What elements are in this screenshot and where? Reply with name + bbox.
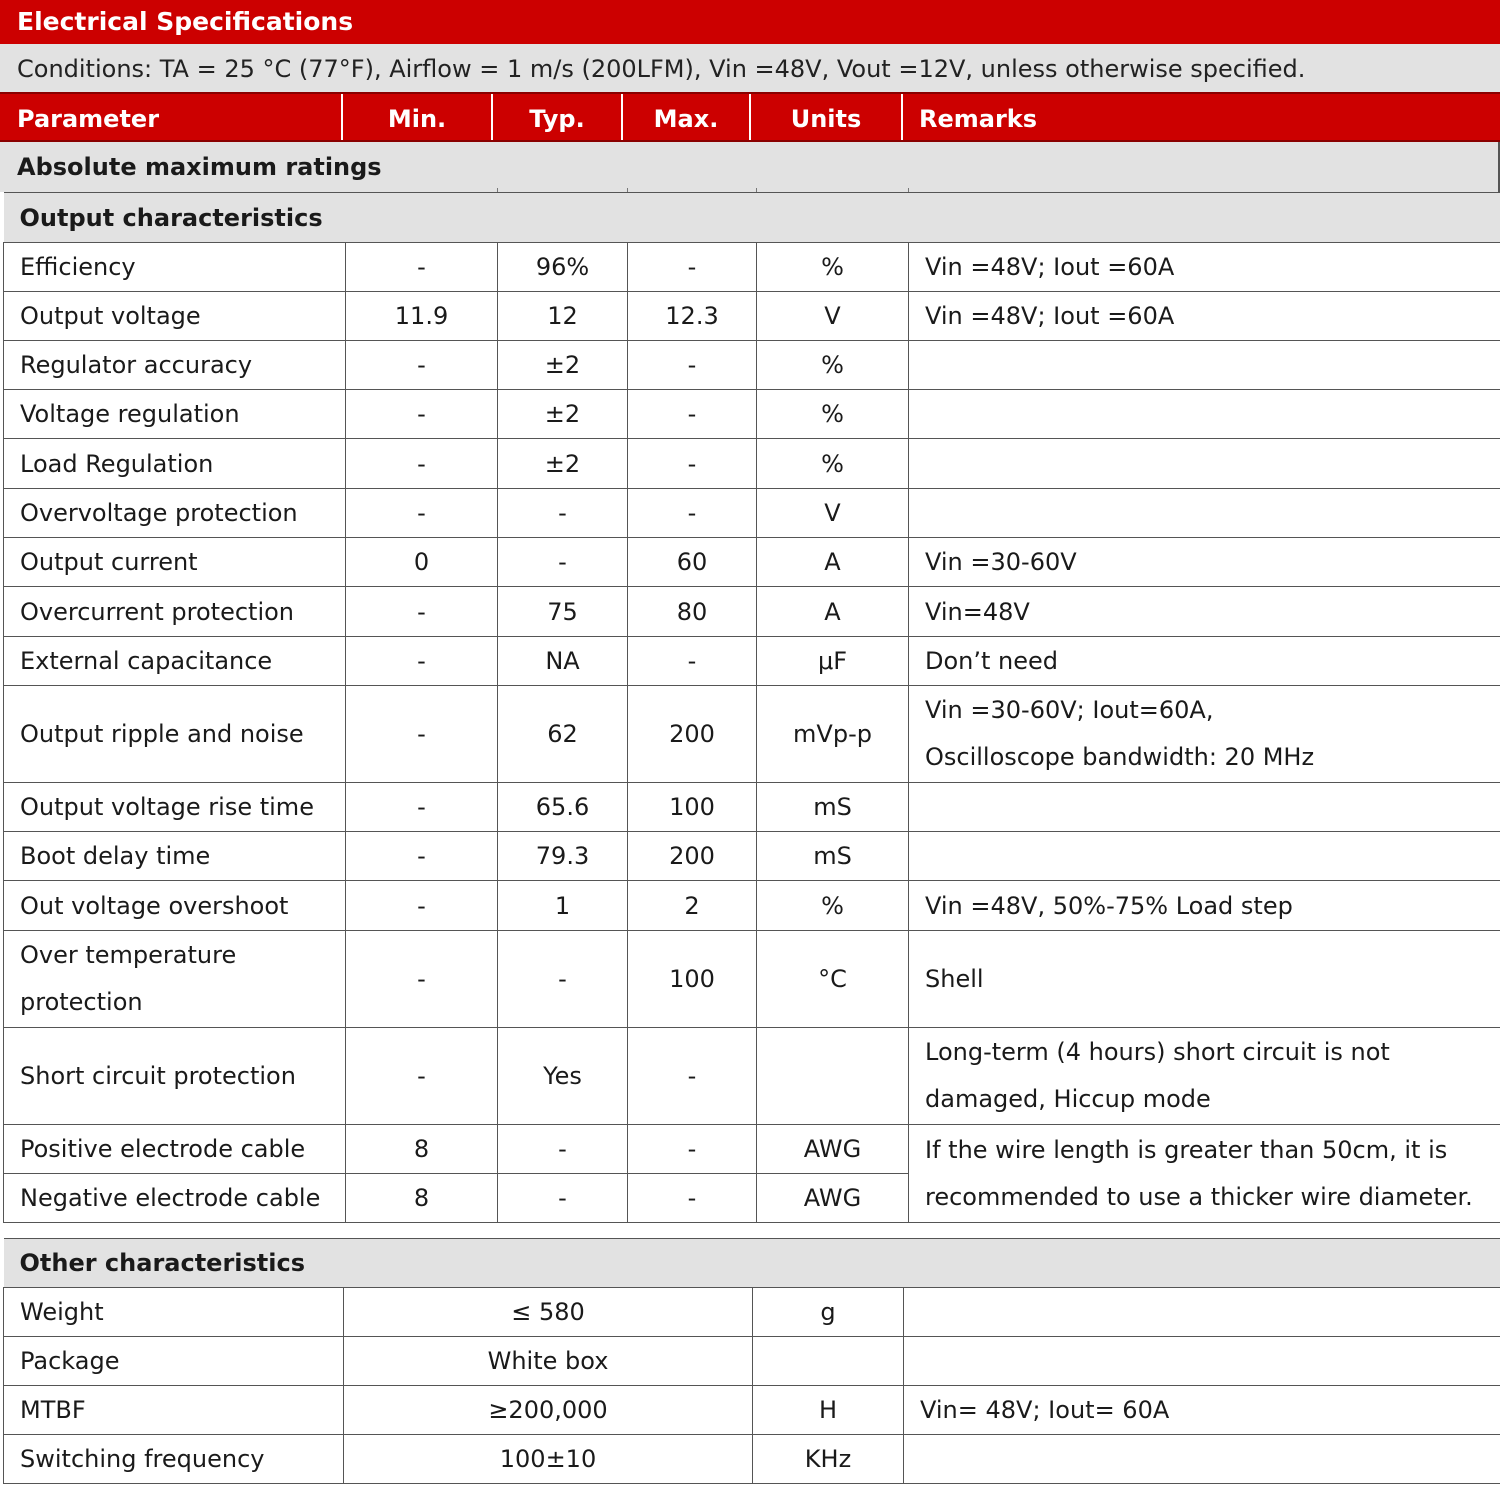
typ-cell: 1 [498,881,628,931]
param-cell: Overvoltage protection [4,489,346,538]
table-row [4,1125,1500,1174]
table-row [4,439,1500,489]
units-cell: °C [757,931,909,1028]
table-row [4,832,1500,881]
typ-cell: ±2 [498,341,628,390]
min-cell: 8 [346,1125,498,1174]
units-cell: A [757,538,909,587]
table-row [4,881,1500,931]
table-row [4,341,1500,390]
max-cell: - [628,1125,757,1174]
units-cell: V [757,489,909,538]
param-cell: Output current [4,538,346,587]
units-cell: V [757,292,909,341]
typ-cell: - [498,1174,628,1223]
remarks-cell: Don’t need [909,637,1500,686]
line-2: protection [20,988,143,1016]
max-cell: 100 [628,783,757,832]
remarks-cell: Vin =30-60V [909,538,1500,587]
other-characteristics-table [3,1238,1500,1484]
units-cell: % [757,439,909,489]
param-cell: Output voltage rise time [4,783,346,832]
table-row [4,292,1500,341]
table-row [4,686,1500,783]
min-cell: - [346,881,498,931]
remarks-cell: Shell [909,931,1500,1028]
param-cell: Boot delay time [4,832,346,881]
remarks-cell: Vin=48V [909,587,1500,637]
min-cell: - [346,341,498,390]
units-cell: g [753,1288,904,1337]
table-row [4,538,1500,587]
value-cell: ≤ 580 [344,1288,753,1337]
typ-cell: - [498,1125,628,1174]
typ-cell: - [498,931,628,1028]
units-cell: H [753,1386,904,1435]
remarks-cell: Vin =48V, 50%-75% Load step [909,881,1500,931]
cable-remarks-cell [909,1125,1500,1223]
remarks-cell [909,439,1500,489]
col-header-typ: Typ. [491,94,621,140]
units-cell: μF [757,637,909,686]
typ-cell: 79.3 [498,832,628,881]
param-cell: Negative electrode cable [4,1174,346,1223]
typ-cell: 75 [498,587,628,637]
value-cell: White box [344,1337,753,1386]
remarks-cell [909,390,1500,439]
max-cell: 2 [628,881,757,931]
col-header-max: Max. [621,94,749,140]
param-cell: Load Regulation [4,439,346,489]
value-cell: ≥200,000 [344,1386,753,1435]
units-cell: % [757,341,909,390]
param-cell: Package [4,1337,344,1386]
remarks-cell: Vin =48V; Iout =60A [909,292,1500,341]
min-cell: - [346,489,498,538]
units-cell: % [757,390,909,439]
min-cell: - [346,390,498,439]
remarks-cell: Vin =48V; Iout =60A [909,243,1500,292]
param-cell: Efficiency [4,243,346,292]
units-cell: mVp-p [757,686,909,783]
units-cell: % [757,243,909,292]
typ-cell: ±2 [498,390,628,439]
section-other-characteristics: Other characteristics [4,1239,1500,1288]
min-cell: 0 [346,538,498,587]
table-row [4,390,1500,439]
units-cell: mS [757,783,909,832]
section-absolute-maximum: Absolute maximum ratings [0,142,1500,192]
param-cell: External capacitance [4,637,346,686]
test-conditions: Conditions: TA = 25 °C (77°F), Airflow = 1 m/s (200LFM), Vin =48V, Vout =12V, unless otherwise specified. [0,44,1500,92]
table-row [4,1435,1500,1484]
max-cell: 200 [628,832,757,881]
param-cell: Switching frequency [4,1435,344,1484]
remarks-cell [909,341,1500,390]
table-row [4,243,1500,292]
col-header-units: Units [749,94,901,140]
remarks-cell [909,783,1500,832]
remarks-cell: Vin= 48V; Iout= 60A [904,1386,1500,1435]
typ-cell: Yes [498,1028,628,1125]
units-cell: KHz [753,1435,904,1484]
remarks-cell [909,489,1500,538]
line-1: If the wire length is greater than 50cm, it is [925,1135,1448,1164]
typ-cell: 96% [498,243,628,292]
min-cell: - [346,686,498,783]
param-cell [4,931,346,1028]
table-row [4,931,1500,1028]
table-row [4,1386,1500,1435]
param-cell: Output voltage [4,292,346,341]
table-row [4,1028,1500,1125]
units-cell: A [757,587,909,637]
max-cell: 200 [628,686,757,783]
remarks-cell [904,1337,1500,1386]
typ-cell: 12 [498,292,628,341]
typ-cell: 62 [498,686,628,783]
param-cell: Out voltage overshoot [4,881,346,931]
value-cell: 100±10 [344,1435,753,1484]
units-cell: mS [757,832,909,881]
line-2: Oscilloscope bandwidth: 20 MHz [925,743,1315,771]
col-header-parameter: Parameter [17,105,160,133]
max-cell: - [628,637,757,686]
max-cell: - [628,1028,757,1125]
max-cell: 60 [628,538,757,587]
typ-cell: NA [498,637,628,686]
output-characteristics-table [3,192,1500,1223]
param-cell: MTBF [4,1386,344,1435]
remarks-cell [904,1435,1500,1484]
line-2: recommended to use a thicker wire diameter. [925,1182,1473,1211]
min-cell: - [346,439,498,489]
min-cell: - [346,931,498,1028]
table-row [4,783,1500,832]
table-row [4,637,1500,686]
param-cell: Positive electrode cable [4,1125,346,1174]
remarks-cell [904,1288,1500,1337]
max-cell: - [628,243,757,292]
spec-title: Electrical Specifications [0,0,1500,44]
max-cell: - [628,489,757,538]
line-1: Over temperature [20,941,237,969]
max-cell: - [628,439,757,489]
remarks-cell [909,832,1500,881]
param-cell: Voltage regulation [4,390,346,439]
param-cell: Weight [4,1288,344,1337]
table-row [4,489,1500,538]
min-cell: - [346,243,498,292]
remarks-cell [909,686,1500,783]
line-2: damaged, Hiccup mode [925,1085,1211,1113]
typ-cell: - [498,538,628,587]
max-cell: 80 [628,587,757,637]
col-header-remarks: Remarks [901,94,1500,140]
typ-cell: ±2 [498,439,628,489]
units-cell [753,1337,904,1386]
min-cell: - [346,783,498,832]
typ-cell: - [498,489,628,538]
min-cell: 8 [346,1174,498,1223]
col-header-min: Min. [341,94,491,140]
param-cell: Short circuit protection [4,1028,346,1125]
units-cell: AWG [757,1125,909,1174]
column-header-row [0,92,1500,142]
line-1: Vin =30-60V; Iout=60A, [925,696,1214,724]
min-cell: - [346,832,498,881]
units-cell: % [757,881,909,931]
units-cell: AWG [757,1174,909,1223]
min-cell: - [346,587,498,637]
units-cell [757,1028,909,1125]
max-cell: - [628,1174,757,1223]
param-cell: Overcurrent protection [4,587,346,637]
typ-cell: 65.6 [498,783,628,832]
section-output-characteristics: Output characteristics [4,193,1500,243]
param-cell: Regulator accuracy [4,341,346,390]
line-1: Long-term (4 hours) short circuit is not [925,1038,1390,1066]
max-cell: 12.3 [628,292,757,341]
min-cell: - [346,1028,498,1125]
table-row [4,1337,1500,1386]
table-row [4,587,1500,637]
table-row [4,1288,1500,1337]
param-cell: Output ripple and noise [4,686,346,783]
max-cell: - [628,390,757,439]
min-cell: 11.9 [346,292,498,341]
remarks-cell [909,1028,1500,1125]
max-cell: 100 [628,931,757,1028]
max-cell: - [628,341,757,390]
min-cell: - [346,637,498,686]
